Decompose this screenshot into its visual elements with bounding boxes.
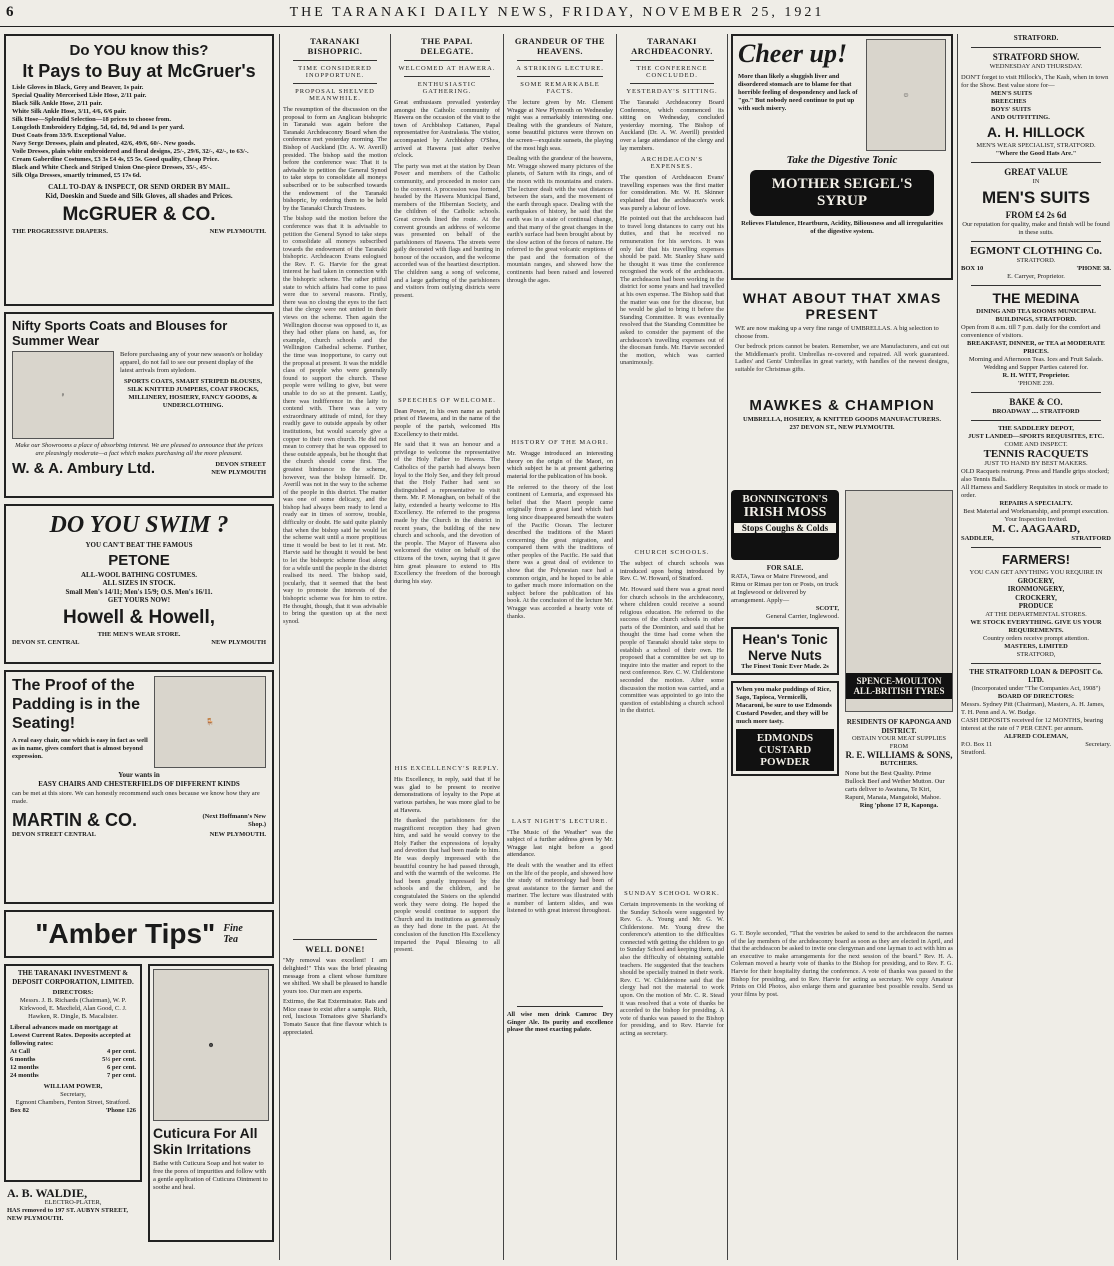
farmers-grocery: GROCERY, xyxy=(1017,576,1055,585)
article-body-continued: The bishop said the motion before the conference was that it is advisable to petition the General Synod to take steps to consolidate all moneys subscribed towards the endowment of the Taranaki bishopric. Archdeacon Evans eulogised the Rev. F. G. Harvie for the great interest he had taken in connection with the bishopric scheme. The rather pitiful state to which affairs had come to pass were due to several reasons. Firstly, there was no closing the eyes to the fact that the clergy were not united in their views on the scheme. Then again the Wellington diocese was opposed to it, as they had other plans on hand, as, for example, church schools and the Wellington Cathedral scheme. Further, the time was inopportune, to carry out the proposal at present. It was the middle class of people who were generally found to support the church. These people were willing to give, but were unable to do so at the present. Lastly, there was indifference in the laity to contend with. There was a very extraordinary attitude of mind, for they readily gave to outside appeals by other institutions, but would scarcely give a copper to their own church. He did not mean to convey that he was opposed to these outside appeals, but he thought that the church should come first. The greatest hindrance to the scheme, however, was the bishop himself. Dr. Averill was not in the way to the scheme of the people in this district. The matter was one of some delicacy, and the bishop had always been ready to lend a ready ear in times of sorrow, trouble, difficulty or doubt. He said quite plainly that when the bishop said he would let the scheme wait until a more propitious time it would be best to let it rest. Mr. Harvie said he thought it would be best to let the bishopric scheme float along for a while until the people in the district realised its need. The bishop said, jocularly, that it seemed that the best way to promote the interests of the bishopric scheme was for him to retire. He thought, though, that it was advisable to bring the question up at the next synod. xyxy=(283,215,387,625)
ad-phone: Ring 'phone 17 R, Kaponga. xyxy=(859,801,939,809)
aagaard-town: STRATFORD xyxy=(1071,534,1111,542)
ad-brand: MOTHER SEIGEL'S SYRUP xyxy=(750,170,934,216)
board-heading: BOARD OF DIRECTORS: xyxy=(997,692,1075,700)
ad-secretary: WILLIAM POWER, xyxy=(43,1083,103,1090)
ad-box: Box 82 xyxy=(10,1107,29,1114)
ad-body: RATA, Tawa or Maire Firewood, and Rimu or Rimau per ton or Posts, on truck at Inglewood or delivered by arrangement. Apply— xyxy=(731,572,839,604)
article-heading: WELL DONE! xyxy=(305,944,365,955)
article-body-continued: Certain improvements in the working of the Sunday Schools were suggested by Rev. G. A. Young and Mr. G. W. Childerstone. Mr. Young drew the conference's attention to the difficulties connected with getting the children to go to Sunday School and keeping them, and also the difficulty of obtaining suitable teachers. He suggested that the teachers should be specially trained in their work. Rev. C. W. Childerstone said that the clergy had not the material to work upon. On the motion of Mr. C. R. Stead it was resolved that a vote of thanks be accorded to the bishop for presiding. A vote of thanks was passed to the Bishop for presiding, and to Rev. Harvie for acting as secretary. xyxy=(620,900,724,1037)
ad-tagline: THE MEN'S WEAR STORE. xyxy=(97,630,181,638)
ad-body: A real easy chair, one which is easy in fact as well as in name, gives comfort that is almost beyond expression. xyxy=(12,737,148,760)
material: Best Material and Workmanship, and prompt execution. xyxy=(963,507,1109,515)
ad-street: DEVON STREET xyxy=(215,461,266,468)
ad-chairs: EASY CHAIRS AND CHESTERFIELDS OF DIFFERENT KINDS xyxy=(38,779,240,788)
column-rule xyxy=(957,34,958,1260)
woman-illustration-icon: ♀ xyxy=(12,351,114,439)
ad-title: Nifty Sports Coats and Blouses for Summer Wear xyxy=(12,318,228,348)
column-rule xyxy=(503,34,504,1260)
ad-title: Cheer up! xyxy=(738,39,848,68)
ad-title: FOR SALE. xyxy=(766,564,804,572)
ad-body-continued: Our bedrock prices cannot be beaten. Remember, we are Manufacturers, and cut out the Middleman's profit. Umbrellas re-covered and repaired. All work guaranteed. Ladies' and Gents' Umbrellas in great variety, with handles of the newest designs, suitable for Christmas gifts. xyxy=(735,343,949,373)
ad-firm: W. & A. Ambury Ltd. xyxy=(12,460,156,477)
ad-cheer-up xyxy=(731,34,953,280)
ad-body: Bathe with Cuticura Soap and hot water to free the pores of impurities and follow with a gentle application of Cuticura Ointment to soothe and heal. xyxy=(153,1160,268,1191)
ad-item: Silk Olga Dresses, smartly trimmed, £5 17s 6d. xyxy=(12,172,142,179)
column-article-heavens xyxy=(507,34,613,1260)
ad-waldie xyxy=(4,1188,142,1223)
column-article-delegate xyxy=(394,34,500,1260)
camroc-ad: All wise men drink Camroc Dry Ginger Ale. Its purity and excellence please the most exacting palate. xyxy=(507,1010,613,1034)
column-rule xyxy=(727,34,728,1260)
ad-hean xyxy=(731,627,839,675)
ad-title: Hean's Tonic Nerve Nuts xyxy=(742,630,828,663)
column-ads-middle xyxy=(731,34,953,1260)
article-body: Mr. Wragge introduced an interesting theory on the origin of the Maori, on which subject he is at present gathering material for the publication of his book. xyxy=(507,450,613,480)
article-subheading: HIS EXCELLENCY'S REPLY. xyxy=(394,765,500,773)
masthead xyxy=(0,0,1114,27)
ad-tea: Tea xyxy=(223,934,238,945)
ad-prices: Small Men's 14/11; Men's 15/9; O.S. Men's 16/11. xyxy=(65,587,213,596)
ad-want: Your wants in xyxy=(118,771,160,779)
cash-deposits: CASH DEPOSITS received for 12 MONTHS, bearing interest at the rate of 7 PER CENT. per annum. xyxy=(961,716,1104,732)
article-heading: TARANAKI BISHOPRIC. xyxy=(307,36,363,56)
ad-line: ALL SIZES IN STOCK. xyxy=(102,579,176,587)
article-subheading: SPEECHES OF WELCOME. xyxy=(398,396,496,404)
article-body-continued: He referred to the theory of the lost continent of Lemuria, and expressed his belief that the Maori people came originally from a great land which had long since disappeared beneath the waters of the Pacific Ocean. The lecturer described the traditions of the Maori concerning the great migration, and compared them with the traditions of other peoples of the Pacific. He said that there was a great deal of evidence to show that the Polynesian race had a common origin, and he hoped to be able to gather much more information on the subject before the publication of his book. At the conclusion of the lecture Mr. Wragge was accorded a hearty vote of thanks. xyxy=(507,483,613,620)
ad-street: DEVON STREET CENTRAL xyxy=(12,831,96,838)
article-heading: GRANDEUR OF THE HEAVENS. xyxy=(514,36,606,56)
ad-cuticura xyxy=(148,964,274,1242)
saddlery-heading: THE SADDLERY DEPOT, xyxy=(998,424,1074,432)
ad-address: 237 DEVON ST., NEW PLYMOUTH. xyxy=(789,424,895,431)
ad-spencer: SPENCE-MOULTON ALL-BRITISH TYRES xyxy=(846,673,952,699)
ad-gloves: Kid, Doeskin and Suede and Silk Gloves, all shades and Prices. xyxy=(45,191,233,200)
rate-row: 24 months 7 per cent. xyxy=(10,1072,136,1079)
ad-phone: 'Phone 126 xyxy=(105,1107,136,1114)
ad-for-sale xyxy=(731,564,839,621)
article-body: The lecture given by Mr. Clement Wragge at New Plymouth on Wednesday night was a remarkably interesting one. Dealing with the grandeurs of Nature, some beautiful pictures were thrown on the screen—exquisite sunsets, the playing of the most high seas. xyxy=(507,99,613,152)
article-subheading: PROPOSAL SHELVED MEANWHILE. xyxy=(295,88,375,102)
ad-rates-head: Liberal advances made on mortgage at Lowest Current Rates. Deposits accepted at following rates: xyxy=(10,1024,131,1047)
ad-fine: Fine xyxy=(223,923,243,934)
farmers-stock: WE STOCK EVERYTHING. GIVE US YOUR REQUIREMENTS. xyxy=(970,618,1102,634)
article-subheading: TIME CONSIDERED INOPPORTUNE. xyxy=(298,65,372,79)
article-subheading: LAST NIGHT'S LECTURE. xyxy=(511,817,609,825)
ad-trade: ELECTRO-PLATER, xyxy=(44,1199,102,1206)
article-heading: TARANAKI ARCHDEACONRY. xyxy=(631,36,713,56)
tyre-illustration-icon xyxy=(845,490,953,712)
masters-firm: MASTERS, LIMITED xyxy=(1004,642,1068,650)
ad-relief: Relieves Flatulence, Heartburn, Acidity, Biliousness and all irregularities of the digestive system. xyxy=(741,220,943,235)
ad-shop: (Next Hoffmann's New Shop.) xyxy=(202,812,266,828)
ad-directors: Messrs. J. B. Richards (Chairman), W. P. Kirkwood, E. Maxfield, Alan Good, C. J. Hawken, R. Dingle, B. Macalister. xyxy=(19,997,127,1020)
ad-firm: MARTIN & CO. xyxy=(12,810,137,830)
article-body-continued: Dealing with the grandeur of the heavens, Mr. Wragge showed many pictures of the planets, of Saturn with its rings, and of the moon with its mountains and craters. The lecturer dealt with the vast distances between the stars, and the movement of the earth through space. Dealing with the earthquakes of history, he said that the earth was in a state of continual change, and that many of the great changes in the earth's surface had been brought about by the slow action of the forces of nature. He referred to the great volcanic eruptions of the past and the formation of the mountain ranges, and showed how the continents had been raised and lowered through the ages. xyxy=(507,155,613,284)
column-ads-stratford xyxy=(961,34,1111,1260)
article-subheading: SOME REMARKABLE FACTS. xyxy=(520,81,600,95)
article-body: Extirmo, the Rat Exterminator. Rats and Mice cease to exist after a sample. Rich, red, luscious Tomatoes give Sharland's Tomato Sauce that fine flavour which is appreciated. xyxy=(283,998,387,1036)
ad-sec-title: Secretary, xyxy=(60,1091,86,1098)
article-subheading: ENTHUSIASTIC GATHERING. xyxy=(417,81,477,95)
ad-brand: PETONE xyxy=(108,551,170,569)
medina-wedding: Wedding and Supper Parties catered for. xyxy=(983,363,1089,371)
article-body-continued: Mr. Howard said there was a great need for church schools in the archdeaconry, where children could receive a sound religious education. He referred to the success of the church schools in other parts of the Dominion, and said that he thought the time had come when the people of Taranaki should take steps to establish a school of their own. He proposed that a committee be set up to inquire into the matter and report to the next conference. Rev. C. W. Childerstone seconded the motion. After some discussion the motion was carried, and a committee was appointed to go into the question of establishing a church school in the district. xyxy=(620,585,724,715)
medina-heading: THE MEDINA xyxy=(992,289,1080,306)
article-body: His Excellency, in reply, said that if he was glad to be present to receive demonstrations of loyalty to the Pope at various parishes, he was more glad to be at Hawera. xyxy=(394,776,500,814)
ad-sub: OBTAIN YOUR MEAT SUPPLIES FROM xyxy=(852,735,946,750)
ad-title: WHAT ABOUT THAT XMAS PRESENT xyxy=(742,290,942,322)
ad-item: White Silk Ankle Hose, 3/11, 4/6, 6/6 pair. xyxy=(12,108,127,115)
article-body-continued: He dealt with the weather and its effect on the life of the people, and showed how the study of meteorology had been of great assistance to the farmer and the mariner. The lecture was illustrated with a number of lantern slides, and was listened to with great interest throughout. xyxy=(507,861,613,915)
ad-item: Black Silk Ankle Hose, 2/11 pair. xyxy=(12,100,103,107)
ad-martin xyxy=(4,670,274,904)
suits-heading: MEN'S SUITS xyxy=(982,187,1090,207)
ad-sub: The Finest Tonic Ever Made. 2s xyxy=(741,662,829,670)
ad-mcgruer xyxy=(4,34,274,306)
ad-directors-head: DIRECTORS: xyxy=(52,989,94,996)
man-illustration-icon: ☺ xyxy=(866,39,946,151)
tennis-heading: TENNIS RACQUETS xyxy=(983,447,1089,460)
inspect: Your Inspection Invited. xyxy=(1004,515,1068,523)
woman-portrait-icon: ☻ xyxy=(153,969,269,1121)
rate-row: 12 months 6 per cent. xyxy=(10,1064,136,1071)
medina-sub: DINING AND TEA ROOMS MUNICIPAL BUILDINGS, STRATFORD. xyxy=(976,307,1096,323)
pobox: P.O. Box 11 xyxy=(961,740,993,748)
bake-heading: BAKE & CO. xyxy=(1009,396,1063,407)
farmers-crockery: CROCKERY, xyxy=(1015,593,1057,602)
farmers-dept: AT THE DEPARTMENTAL STORES. xyxy=(985,610,1087,618)
article-body: The resumption of the discussion on the proposal to form an Anglican bishopric in Taranaki was again before the Taranaki Archdeaconry Board when the conference met yesterday morning. The Bishop of Auckland (Dr. A. W. Averill) presided. The bishop said the motion before the conference was: That it is advisable to petition the General Synod to take steps to consolidate all moneys subscribed or to be subscribed towards the endowment of the Taranaki bishopric, by ordering them to be held by the Taranaki Church Trustees. xyxy=(283,106,387,212)
aagaard-firm: M. C. AAGAARD, xyxy=(992,522,1080,535)
ad-title: "Amber Tips" xyxy=(35,918,216,949)
article-subheading: YESTERDAY'S SITTING. xyxy=(626,88,718,95)
ad-firm: McGRUER & CO. xyxy=(62,204,216,225)
article-heading: THE PAPAL DELEGATE. xyxy=(420,36,474,56)
ad-xmas-present xyxy=(731,286,953,490)
value-heading: GREAT VALUE xyxy=(1004,166,1068,177)
pobox-town: Stratford. xyxy=(961,748,986,756)
article-body: "The Music of the Weather" was the subject of a further address given by Mr. Wragge last night before a good attendance. xyxy=(507,828,613,859)
article-subheading: THE CONFERENCE CONCLUDED. xyxy=(636,65,708,79)
suits-price: FROM £4 2s 6d xyxy=(1005,209,1067,220)
ad-firm: MAWKES & CHAMPION xyxy=(749,397,935,414)
ad-title: DO YOU SWIM ? xyxy=(49,512,229,538)
medina-body: Open from 8 a.m. till 7 p.m. daily for the comfort and convenience of visitors. xyxy=(961,323,1101,339)
ad-kaponga xyxy=(845,718,953,810)
egmont-box: BOX 10 xyxy=(961,264,984,272)
article-body-continued: He pointed out that the archdeacon had to travel long distances to carry out his duties, and that he received no remuneration for his services. It was only fair that his travelling expenses should be paid. Mr. Stanley Shaw said he thought it was time the conference recognised the work of the archdeacon. The archdeacon had been working in the district for some years and had travelled at his own expense. The Bishop said that the matter was one for the diocese, but he would be glad to bring it before the Standing Committee. It was eventually resolved that the Standing Committee be asked to consider the payment of the archdeacon's travelling expenses out of the diocesan funds. Mr. Harvie seconded the motion, which was carried unanimously. xyxy=(620,215,724,367)
ad-howell xyxy=(4,504,274,664)
ad-office: Egmont Chambers, Fenton Street, Stratford. xyxy=(15,1099,131,1106)
column-article-archdeaconry xyxy=(620,34,724,1260)
farmers-produce: PRODUCE xyxy=(1018,602,1054,610)
show-days: WEDNESDAY AND THURSDAY. xyxy=(989,62,1083,70)
ad-item: Black and White Check and Striped Union One-piece Dresses, 35/-, 45/-. xyxy=(12,164,212,171)
article-subheading: A STRIKING LECTURE. xyxy=(516,65,604,72)
suits-body: Our reputation for quality, make and finish will be found in these suits. xyxy=(962,220,1110,236)
column-rule xyxy=(616,34,617,1260)
rate-row: At Call 4 per cent. xyxy=(10,1048,136,1055)
ad-trade: BUTCHERS. xyxy=(880,759,918,767)
goods-item: BREECHES xyxy=(991,97,1027,105)
show-heading: STRATFORD SHOW. xyxy=(992,51,1080,62)
ad-body: More than likely a sluggish liver and disordered stomach are to blame for that horrible feeling of despondency and lack of "go." But nobody need continue to put up with such misery. xyxy=(738,73,858,112)
ad-town: NEW PLYMOUTH. xyxy=(209,228,266,235)
ad-body: Before purchasing any of your new season's or holiday apparel, do not fail to see our present display of the latest arrivals from styledom. xyxy=(120,351,263,374)
value-in: IN xyxy=(1032,177,1040,185)
goods-item: BOYS' SUITS xyxy=(991,105,1031,113)
ad-place: General Carrier, Inglewood. xyxy=(765,612,839,620)
ad-line: YOU CAN'T BEAT THE FAMOUS xyxy=(85,541,193,549)
column-rule xyxy=(279,34,280,1260)
farmers-body: YOU CAN GET ANYTHING YOU REQUIRE IN xyxy=(969,568,1103,576)
ad-item: Special Quality Mercerised Lisle Hose, 2/11 pair. xyxy=(12,92,147,99)
ad-trade: UMBRELLA, HOSIERY, & KNITTED GOODS MANUFACTURERS. xyxy=(742,416,942,423)
ad-body: WE are now making up a very fine range of UMBRELLAS. A big selection to choose from. xyxy=(735,325,939,340)
article-body: Great enthusiasm prevailed yesterday amongst the Catholic community of Hawera on the occasion of the visit to the town of Archbishop Cattaneo, Papal representative for Australasia. The visitor, accompanied by Archbishop O'Shea, arrived at Hawera just after twelve o'clock. xyxy=(394,99,500,160)
ad-town: NEW PLYMOUTH xyxy=(211,638,266,646)
article-body-continued: He thanked the parishioners for the magnificent reception they had given him, and said he would convey to the Holy Father the expressions of loyalty and devotion that had been made to him. He was deeply impressed with the beautiful country he had passed through, and with the warmth of the welcome. He had been greatly impressed by the schools and the children, and he congratulated the Sisters on the splendid work they were doing. He hoped the people would continue to support the Church and its institutions as generously as they had done in the past. At the conclusion of the function His Excellency imparted the Papal Blessing to all present. xyxy=(394,817,500,954)
ad-line: GET YOURS NOW! xyxy=(107,596,171,604)
article-subheading: HISTORY OF THE MAORI. xyxy=(511,439,609,447)
article-subheading: ARCHDEACON'S EXPENSES. xyxy=(641,156,703,171)
ad-body: When you make puddings of Rice, Sago, Tapioca, Vermicelli, Macaroni, be sure to use Edmonds Custard Powder, and they will be much more tasty. xyxy=(736,685,832,725)
loan-sub: (Incorporated under "The Companies Act, 1908") xyxy=(971,684,1101,692)
ad-investment xyxy=(4,964,142,1182)
hillock-firm: A. H. HILLOCK xyxy=(987,123,1085,140)
article-body: "My removal was excellent! I am delighted!" This was the brief pleasing message from a client whose furniture we shifted. We shall be pleased to handle yours too. Our men are experts. xyxy=(283,957,387,995)
ad-ambury xyxy=(4,312,274,498)
column-continued-text: G. T. Boyle seconded, "That the vestries be asked to send to the archdeacon the names of the lay members of the archdeaconry board as soon as they are elected in April, and that the archdeacon be asked to invite one clergyman and one layman to act with him as an executive to make arrangements for the next session of the board." Rev. H. A. Coleman moved a hearty vote of thanks to the Bishop for presiding, and to Rev. F. G. Harvie for their hospitality during the conference. A vote of thanks was passed to the Bishop for presiding, and to Rev. Harvie for acting as secretary. We copy Amateur Prints on Old Photos, also enlarge them and guarantee best possible results. Send us your films by post. xyxy=(731,930,953,998)
ad-title: Do YOU know this? xyxy=(69,42,209,59)
goods-item: AND OUTFITTING. xyxy=(991,113,1050,121)
ad-list: SPORTS COATS, SMART STRIPED BLOUSES, SILK KNITTED JUMPERS, COAT FROCKS, MILLINERY, HOSIERY, FANCY GOODS, & UNDERCLOTHING. xyxy=(123,378,262,409)
ad-title: THE TARANAKI INVESTMENT & DEPOSIT CORPORATION, LIMITED. xyxy=(12,969,134,986)
article-body: The subject of church schools was introduced upon being introduced by Rev. C. W. Howard, of Stratford. xyxy=(620,560,724,583)
ad-item: Voile Dresses, plain white embroidered and floral designs, 25/-, 29/6, 32/-, 42/-, to 63/-. xyxy=(12,148,249,155)
coleman-name: ALFRED COLEMAN, xyxy=(1004,732,1068,740)
ad-street: DEVON ST. CENTRAL xyxy=(12,638,80,646)
armchair-illustration-icon: 🪑 xyxy=(154,676,266,768)
tennis-sub: JUST TO HAND BY BEST MAKERS. xyxy=(984,459,1088,467)
ad-item: Longcloth Embroidery Edging, 5d, 6d, 8d, 9d and 1s per yard. xyxy=(12,124,185,131)
hillock-sub: MEN'S WEAR SPECIALIST, STRATFORD. xyxy=(976,141,1096,149)
ad-firm: Howell & Howell, xyxy=(62,606,216,628)
ad-firm: R. E. WILLIAMS & SONS, xyxy=(845,750,953,760)
egmont-prop: E. Carryer, Proprietor. xyxy=(1007,272,1065,280)
medina-breakfast: BREAKFAST, DINNER, or TEA at MODERATE PRICES. xyxy=(967,339,1105,355)
ad-title: The Proof of the Padding is in the Seating! xyxy=(12,677,141,732)
article-body: The question of Archdeacon Evans' travelling expenses was the first matter for consideration. Mr. W. H. Skinner explained that the archdeacon's work was purely a labour of love. xyxy=(620,174,724,212)
medina-phone: 'PHONE 239. xyxy=(1018,379,1054,387)
tennis-body: OLD Racquets restrung. Press and Handle grips stocked; also Tennis Balls. xyxy=(961,467,1110,483)
goods-item: MEN'S SUITS xyxy=(991,89,1032,97)
ad-brand: BONNINGTON'S xyxy=(742,493,828,505)
ad-name: SCOTT, xyxy=(815,604,839,612)
rate-row: 6 months 5½ per cent. xyxy=(10,1056,136,1063)
egmont-firm: EGMONT CLOTHING Co. xyxy=(969,244,1103,257)
ad-sub: IRISH MOSS xyxy=(743,505,827,520)
ad-tonic: Take the Digestive Tonic xyxy=(786,154,898,166)
column-ads-left xyxy=(4,34,274,1260)
ad-address: HAS removed to 197 ST. AUBYN STREET, NEW PLYMOUTH. xyxy=(7,1207,128,1222)
medina-witt: R. H. WITT, Proprietor. xyxy=(1002,371,1070,379)
ad-title: RESIDENTS OF KAPONGA AND DISTRICT. xyxy=(846,718,952,735)
aagaard-trade: SADDLER, xyxy=(961,534,994,542)
ad-body2: can be met at this store. We can honestly recommend such ones because we know how they are made. xyxy=(12,790,260,805)
ad-edmonds xyxy=(731,681,839,776)
ad-tagline: THE PROGRESSIVE DRAPERS. xyxy=(12,228,108,235)
ad-amber-tips xyxy=(4,910,274,958)
ad-tag: Stops Coughs & Colds xyxy=(734,523,836,533)
ad-body: None but the Best Quality. Prime Bullock Beef and Wether Mutton. Our carts deliver to Awatuna, Te Kiri, Rapuni, Manaia, Mangatoki, Mahoe. xyxy=(845,769,945,801)
ad-call: CALL TO-DAY & INSPECT, OR SEND ORDER BY MAIL. xyxy=(48,183,230,191)
farmers-country: Country orders receive prompt attention. xyxy=(983,634,1089,642)
harness-body: All Harness and Saddlery Requisites in stock or made to order. xyxy=(961,483,1108,499)
article-body-continued: The party was met at the station by Dean Power and members of the Catholic community, and proceeded in motor cars to the convent. A procession was formed, headed by the Hawera Municipal Band, members of the Hibernian Society, and the children of the Catholic schools. Great crowds lined the route. At the convent grounds an address of welcome was presented on behalf of the parishioners of Hawera. The streets were gaily decorated with flags and bunting in honour of the occasion, and the welcome accorded was of the heartiest description. The children sang a song of welcome, and a large gathering of the parishioners and visitors from outlying districts were present. xyxy=(394,162,500,299)
repairs: REPAIRS A SPECIALTY. xyxy=(999,499,1073,507)
column-article-bishopric xyxy=(283,34,387,1260)
ad-item: Lisle Gloves in Black, Grey and Beaver, 1s pair. xyxy=(12,84,144,91)
article-body-continued: He said that it was an honour and a privilege to welcome the representative of the Holy Father to Hawera. The Catholics of the parish had always been loyal to the Holy See, and they felt proud that the Holy Father had sent so distinguished a representative to visit them. Mr. P. Monaghan, on behalf of the laity, extended a hearty welcome to His Excellency. He referred to the progress made by the Church in the district in recent years, the building of the new church and schools, and the devotion of the people. The Mayor of Hawera also welcomed the visitor on behalf of the citizens of the town, saying that it gave him great pleasure to extend to His Excellency the freedom of the borough during his stay. xyxy=(394,441,500,585)
farmers-iron: IRONMONGERY, xyxy=(1007,585,1065,593)
newspaper-title: THE TARANAKI DAILY NEWS, FRIDAY, NOVEMBER 25, 1921 xyxy=(289,5,825,20)
ad-town: NEW PLYMOUTH xyxy=(211,469,266,476)
ad-note: Make our Showrooms a place of absorbing interest. We are pleased to announce that the prices are pleasingly moderate—a fact which makes purchasing all the more pleasant. xyxy=(15,442,263,457)
ad-name: A. B. WALDIE, xyxy=(7,1186,88,1200)
ad-item: Silk Hose—Splendid Selection—18 prices to choose from. xyxy=(12,116,171,123)
page-number: 6 xyxy=(6,4,14,20)
egmont-town: STRATFORD. xyxy=(1016,256,1056,264)
ad-brand: EDMONDS CUSTARD POWDER xyxy=(736,729,834,771)
ad-bonnington xyxy=(731,490,839,560)
egmont-phone: 'PHONE 38. xyxy=(1076,264,1111,272)
coleman-title: Secretary. xyxy=(1085,740,1111,748)
farmers-heading: FARMERS! xyxy=(1002,551,1070,567)
ad-item: Dust Coats from 33/9. Exceptional Value. xyxy=(12,132,126,139)
saddlery-landed: JUST LANDED—SPORTS REQUISITES, ETC. xyxy=(967,432,1104,440)
loan-heading: THE STRATFORD LOAN & DEPOSIT Co. LTD. xyxy=(969,667,1103,684)
stratford-heading: STRATFORD. xyxy=(1013,34,1059,42)
article-body: Dean Power, in his own name as parish priest of Hawera, and in the name of the people of the parish, welcomed His Excellency to their midst. xyxy=(394,407,500,438)
column-rule xyxy=(390,34,391,1260)
hillock-tag: "Where the Good Hats Are." xyxy=(995,149,1077,157)
ad-town: NEW PLYMOUTH. xyxy=(209,831,266,838)
board-list: Messrs. Sydney Pitt (Chairman), Masters, A. H. James, T. H. Penn and A. W. Budge. xyxy=(961,700,1105,716)
ad-title: Cuticura For All Skin Irritations xyxy=(153,1125,258,1157)
article-body: The Taranaki Archdeaconry Board Conference, which commenced its sitting on Wednesday, concluded yesterday morning. The Bishop of Auckland (Dr. A. W. Averill) presided over a large attendance of the clergy and lay members. xyxy=(620,99,724,152)
masters-town: STRATFORD, xyxy=(1016,650,1056,658)
article-subheading: WELCOMED AT HAWERA. xyxy=(398,65,496,72)
ad-item: Navy Serge Dresses, plain and pleated, 42/6, 49/6, 60/-. New goods. xyxy=(12,140,196,147)
saddlery-come: COME AND INSPECT. xyxy=(1004,440,1068,448)
article-subheading: CHURCH SCHOOLS. xyxy=(634,549,710,557)
ad-line: ALL-WOOL BATHING COSTUMES. xyxy=(81,570,197,579)
show-body: DON'T forget to visit Hillock's, The Kash, when in town for the Show. Best value store for— xyxy=(961,73,1109,89)
ad-item: Cream Gaberdine Costumes, £3 3s £4 4s, £5 5s. Good quality, Cheap Price. xyxy=(12,156,219,163)
medina-teas: Morning and Afternoon Teas. Ices and Fruit Salads. xyxy=(968,355,1104,363)
article-subheading: SUNDAY SCHOOL WORK. xyxy=(624,889,720,897)
bake-address: BROADWAY .... STRATFORD xyxy=(992,407,1080,415)
ad-headline: It Pays to Buy at McGruer's xyxy=(22,61,256,81)
